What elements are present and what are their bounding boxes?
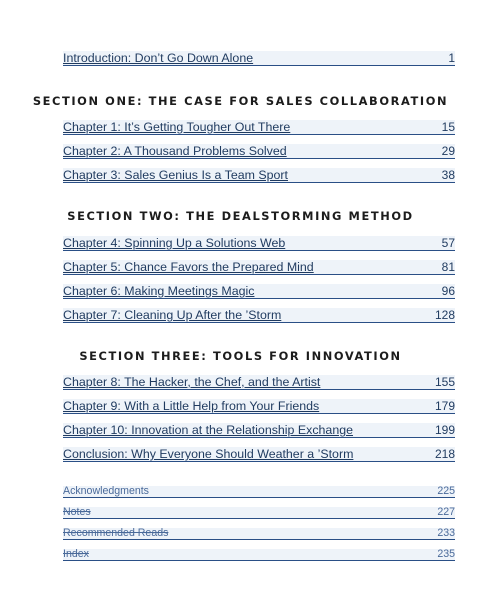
toc-entry-page: 155 xyxy=(434,375,455,389)
toc-entry-chapter-7[interactable] xyxy=(63,308,455,323)
toc-entry-title: Conclusion: Why Everyone Should Weather a ’Storm xyxy=(63,447,354,461)
toc-entry-page: 57 xyxy=(441,236,455,250)
section-heading-two: SECTION TWO: THE DEALSTORMING METHOD xyxy=(67,209,414,223)
toc-entry-introduction[interactable] xyxy=(63,51,455,66)
toc-entry-recommended-reads[interactable] xyxy=(63,528,455,540)
toc-entry-title: Chapter 3: Sales Genius Is a Team Sport xyxy=(63,168,288,182)
toc-entry-title: Chapter 5: Chance Favors the Prepared Mind xyxy=(63,260,314,274)
toc-entry-title: Chapter 6: Making Meetings Magic xyxy=(63,284,255,298)
toc-entry-page: 1 xyxy=(448,51,455,65)
toc-entry-chapter-3[interactable] xyxy=(63,168,455,183)
toc-entry-page: 15 xyxy=(441,120,455,134)
toc-entry-title: Chapter 2: A Thousand Problems Solved xyxy=(63,144,287,158)
toc-entry-page: 235 xyxy=(437,548,455,560)
toc-entry-title: Chapter 7: Cleaning Up After the ’Storm xyxy=(63,308,282,322)
toc-entry-title: Notes xyxy=(63,506,91,518)
toc-entry-page: 227 xyxy=(437,506,455,518)
toc-entry-page: 233 xyxy=(437,527,455,539)
toc-entry-title: Chapter 9: With a Little Help from Your Friends xyxy=(63,399,320,413)
toc-entry-chapter-1[interactable] xyxy=(63,120,455,135)
toc-entry-page: 29 xyxy=(441,144,455,158)
toc-entry-acknowledgments[interactable] xyxy=(63,486,455,498)
toc-entry-title: Recommended Reads xyxy=(63,527,169,539)
toc-entry-notes[interactable] xyxy=(63,507,455,519)
toc-entry-page: 96 xyxy=(441,284,455,298)
toc-entry-chapter-4[interactable] xyxy=(63,236,455,251)
toc-entry-title: Chapter 1: It’s Getting Tougher Out There xyxy=(63,120,291,134)
section-heading-one: SECTION ONE: THE CASE FOR SALES COLLABORATION xyxy=(32,94,449,108)
toc-entry-title: Index xyxy=(63,548,89,560)
toc-entry-page: 199 xyxy=(434,423,455,437)
toc-entry-chapter-5[interactable] xyxy=(63,260,455,275)
section-heading-three: SECTION THREE: TOOLS FOR INNOVATION xyxy=(79,349,402,363)
toc-entry-title: Introduction: Don’t Go Down Alone xyxy=(63,51,254,65)
toc-entry-chapter-6[interactable] xyxy=(63,284,455,299)
toc-entry-page: 81 xyxy=(441,260,455,274)
toc-entry-title: Acknowledgments xyxy=(63,485,149,497)
toc-entry-title: Chapter 10: Innovation at the Relationship Exchange xyxy=(63,423,354,437)
toc-entry-chapter-10[interactable] xyxy=(63,423,455,438)
toc-entry-page: 128 xyxy=(434,308,455,322)
toc-entry-page: 218 xyxy=(434,447,455,461)
toc-entry-chapter-8[interactable] xyxy=(63,375,455,390)
toc-entry-page: 179 xyxy=(434,399,455,413)
toc-entry-conclusion[interactable] xyxy=(63,447,455,462)
toc-entry-index[interactable] xyxy=(63,549,455,561)
toc-entry-title: Chapter 4: Spinning Up a Solutions Web xyxy=(63,236,286,250)
toc-entry-page: 225 xyxy=(437,485,455,497)
toc-entry-chapter-9[interactable] xyxy=(63,399,455,414)
toc-entry-chapter-2[interactable] xyxy=(63,144,455,159)
toc-entry-title: Chapter 8: The Hacker, the Chef, and the Artist xyxy=(63,375,321,389)
toc-entry-page: 38 xyxy=(441,168,455,182)
